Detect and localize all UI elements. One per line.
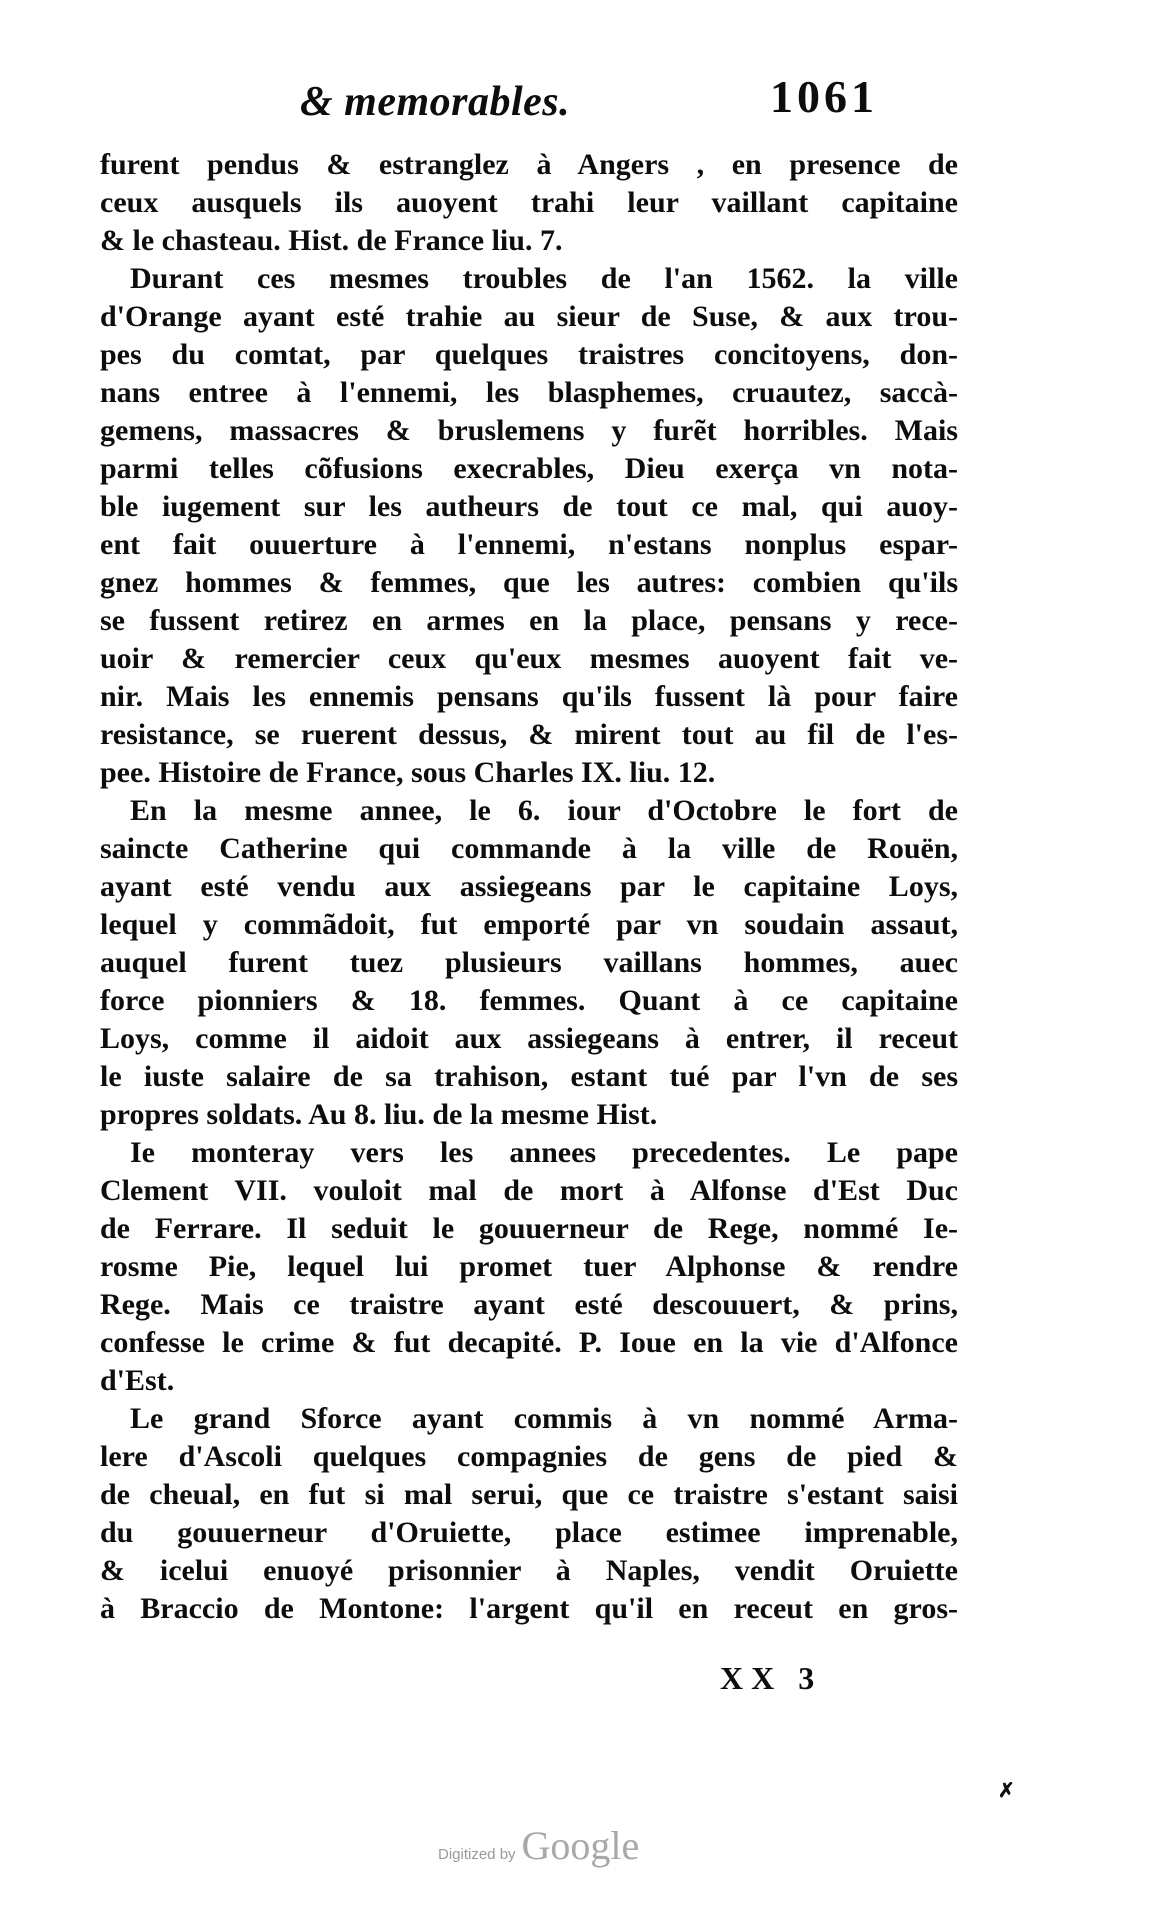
text-line: ent fait ouuerture à l'ennemi, n'estans nonplus espar- <box>100 528 958 561</box>
text-line: En la mesme annee, le 6. iour d'Octobre le fort de <box>130 794 958 827</box>
text-line: pee. Histoire de France, sous Charles IX. liu. 12. <box>100 756 716 789</box>
text-line: d'Est. <box>100 1364 175 1397</box>
text-line: nir. Mais les ennemis pensans qu'ils fussent là pour faire <box>100 680 958 713</box>
text-line: saincte Catherine qui commande à la ville de Rouën, <box>100 832 958 865</box>
text-line: lequel y commãdoit, fut emporté par vn soudain assaut, <box>100 908 958 941</box>
text-line: auquel furent tuez plusieurs vaillans hommes, auec <box>100 946 958 979</box>
text-line: ble iugement sur les autheurs de tout ce mal, qui auoy- <box>100 490 958 523</box>
google-logo: Google <box>521 1823 640 1868</box>
text-line: Clement VII. vouloit mal de mort à Alfonse d'Est Duc <box>100 1174 958 1207</box>
signature-mark: XX 3 <box>720 1660 823 1696</box>
text-line: ayant esté vendu aux assiegeans par le capitaine Loys, <box>100 870 958 903</box>
text-line: lere d'Ascoli quelques compagnies de gens de pied & <box>100 1440 958 1473</box>
text-line: de Ferrare. Il seduit le gouuerneur de Rege, nommé Ie- <box>100 1212 958 1245</box>
text-line: parmi telles cõfusions execrables, Dieu exerça vn nota- <box>100 452 958 485</box>
text-line: & icelui enuoyé prisonnier à Naples, vendit Oruiette <box>100 1554 958 1587</box>
text-line: pes du comtat, par quelques traistres concitoyens, don- <box>100 338 958 371</box>
text-line: Le grand Sforce ayant commis à vn nommé Arma- <box>130 1402 958 1435</box>
running-title: & memorables. <box>300 79 571 125</box>
text-line: Loys, comme il aidoit aux assiegeans à entrer, il receut <box>100 1022 958 1055</box>
text-line: uoir & remercier ceux qu'eux mesmes auoyent fait ve- <box>100 642 958 675</box>
text-line: resistance, se ruerent dessus, & mirent tout au fil de l'es- <box>100 718 958 751</box>
text-line: rosme Pie, lequel lui promet tuer Alphonse & rendre <box>100 1250 958 1283</box>
text-line: Rege. Mais ce traistre ayant esté descouuert, & prins, <box>100 1288 958 1321</box>
page-number: 1061 <box>770 71 878 122</box>
stray-ink-mark: ✗ <box>998 1780 1015 1802</box>
text-line: confesse le crime & fut decapité. P. Ioue en la vie d'Alfonce <box>100 1326 958 1359</box>
text-line: Ie monteray vers les annees precedentes. Le pape <box>130 1136 958 1169</box>
text-line: nans entree à l'ennemi, les blasphemes, cruautez, saccà- <box>100 376 958 409</box>
text-line: se fussent retirez en armes en la place, pensans y rece- <box>100 604 958 637</box>
text-line: furent pendus & estranglez à Angers , en presence de <box>100 148 958 181</box>
watermark-prefix: Digitized by <box>438 1846 516 1863</box>
text-line: gnez hommes & femmes, que les autres: combien qu'ils <box>100 566 958 599</box>
text-line: & le chasteau. Hist. de France liu. 7. <box>100 224 563 257</box>
text-line: propres soldats. Au 8. liu. de la mesme Hist. <box>100 1098 658 1131</box>
digitization-watermark <box>438 1822 639 1869</box>
text-line: du gouuerneur d'Oruiette, place estimee imprenable, <box>100 1516 958 1549</box>
text-line: à Braccio de Montone: l'argent qu'il en receut en gros- <box>100 1592 958 1625</box>
text-line: gemens, massacres & bruslemens y furẽt horribles. Mais <box>100 414 958 447</box>
text-line: le iuste salaire de sa trahison, estant tué par l'vn de ses <box>100 1060 958 1093</box>
text-line: d'Orange ayant esté trahie au sieur de Suse, & aux trou- <box>100 300 958 333</box>
text-line: force pionniers & 18. femmes. Quant à ce capitaine <box>100 984 958 1017</box>
text-line: Durant ces mesmes troubles de l'an 1562. la ville <box>130 262 958 295</box>
text-line: de cheual, en fut si mal serui, que ce traistre s'estant saisi <box>100 1478 958 1511</box>
text-line: ceux ausquels ils auoyent trahi leur vaillant capitaine <box>100 186 958 219</box>
body-text <box>100 146 958 1628</box>
